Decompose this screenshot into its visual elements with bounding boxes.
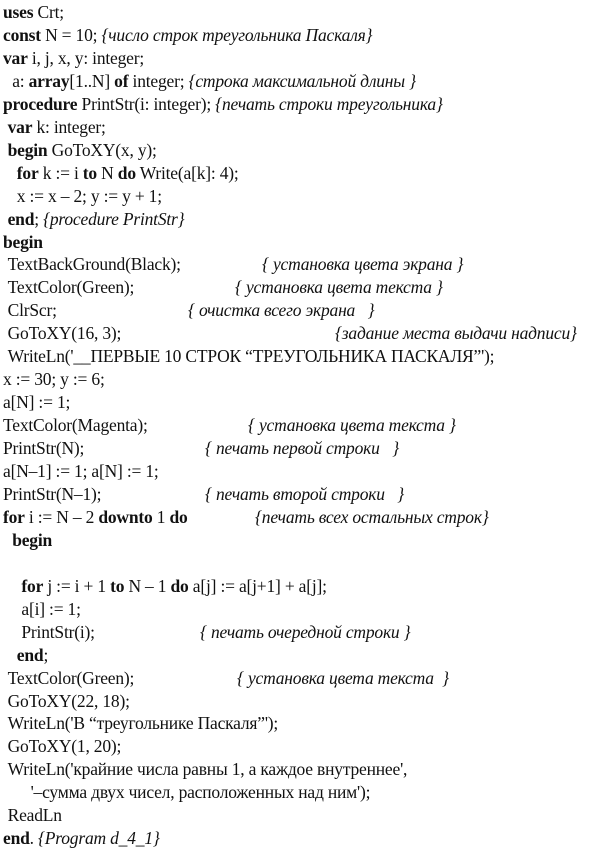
code-text: PrintStr(N–1);	[3, 483, 102, 504]
code-text: Crt;	[33, 2, 64, 22]
keyword: end	[16, 644, 44, 665]
code-line	[21, 574, 326, 600]
comment: { очистка всего экрана }	[188, 300, 375, 321]
code-line	[21, 620, 94, 646]
code-line	[8, 803, 62, 829]
comment: { установка цвета экрана }	[262, 254, 464, 275]
code-line	[3, 505, 188, 531]
code-text: [1..N]	[69, 70, 115, 91]
code-text: GoToXY(x, y);	[47, 139, 157, 160]
code-text: x := x – 2; y := y + 1;	[16, 185, 162, 206]
code-line	[3, 390, 70, 416]
code-line	[8, 757, 408, 783]
code-line	[3, 436, 84, 462]
code-text: TextColor(Magenta);	[3, 415, 148, 436]
keyword: begin	[3, 231, 43, 252]
keyword: procedure	[3, 93, 78, 114]
keyword: of	[114, 70, 129, 91]
comment: { установка цвета текста }	[235, 277, 443, 298]
comment: { печать первой строки }	[205, 438, 400, 459]
code-line	[8, 689, 130, 715]
keyword: var	[7, 116, 33, 137]
code-text: ;	[43, 644, 49, 665]
code-text: N	[96, 162, 118, 183]
code-text: PrintStr(N);	[3, 438, 85, 459]
code-text: TextBackGround(Black);	[7, 254, 181, 275]
keyword: do	[117, 162, 136, 183]
keyword: var	[3, 47, 28, 68]
code-line	[3, 0, 64, 26]
code-text: TextColor(Green);	[7, 277, 135, 298]
code-text: a[N–1] := 1; a[N] := 1;	[3, 461, 159, 481]
comment: { печать очередной строки }	[200, 621, 411, 642]
comment: {печать всех остальных строк}	[255, 506, 489, 527]
code-line	[12, 69, 416, 95]
code-text: 1	[152, 506, 170, 527]
comment: { установка цвета текста }	[237, 667, 449, 688]
code-text: TextColor(Green);	[7, 667, 135, 688]
code-line	[17, 184, 162, 210]
code-line	[8, 321, 122, 347]
code-text: k: integer;	[32, 116, 106, 137]
code-line	[3, 413, 148, 439]
code-text: GoToXY(1, 20);	[7, 736, 122, 757]
keyword: begin	[12, 529, 53, 550]
code-line	[3, 23, 372, 49]
keyword: begin	[7, 139, 48, 160]
comment: { печать второй строки }	[205, 483, 405, 504]
code-text: ReadLn	[7, 805, 62, 826]
code-text: '–сумма двух чисел, расположенных над ним');	[30, 782, 371, 803]
code-text: Write(a[k]: 4);	[135, 162, 239, 183]
comment: {число строк треугольника Паскаля}	[101, 24, 373, 45]
code-text: k := i	[38, 162, 83, 183]
keyword: end	[3, 828, 30, 849]
comment: {procedure PrintStr}	[43, 208, 185, 229]
comment: { установка цвета текста }	[248, 415, 456, 436]
code-line	[3, 46, 144, 72]
code-text: x := 30; y := 6;	[3, 369, 105, 390]
code-line	[8, 734, 122, 760]
keyword: const	[3, 24, 41, 45]
code-text: i := N – 2	[24, 506, 99, 527]
code-line	[8, 115, 106, 141]
code-text: integer;	[128, 70, 189, 91]
code-line	[8, 138, 157, 164]
code-line	[17, 643, 48, 669]
code-text: ClrScr;	[7, 300, 57, 321]
keyword: uses	[3, 2, 34, 22]
comment: {строка максимальной длины }	[188, 70, 416, 91]
keyword: to	[82, 162, 97, 183]
code-line	[31, 780, 371, 806]
code-text: i, j, x, y: integer;	[27, 47, 145, 68]
code-line	[8, 252, 181, 278]
code-text: N = 10;	[40, 24, 102, 45]
keyword: end	[7, 208, 35, 229]
keyword: to	[110, 575, 125, 596]
code-text: GoToXY(22, 18);	[7, 690, 130, 711]
comment: {задание места выдачи надписи}	[335, 323, 577, 344]
code-text: PrintStr(i: integer);	[77, 93, 216, 114]
code-text: a[i] := 1;	[21, 598, 81, 619]
code-line	[8, 344, 495, 370]
comment: {Program d_4_1}	[38, 828, 160, 849]
code-text: N – 1	[124, 575, 171, 596]
comment: {печать строки треугольника}	[215, 93, 443, 114]
code-line	[12, 528, 52, 554]
code-text: a[j] := a[j+1] + a[j];	[188, 575, 327, 596]
keyword: downto	[98, 506, 153, 527]
code-text: WriteLn('__ПЕРВЫЕ 10 СТРОК “ТРЕУГОЛЬНИКА ПАСКАЛЯ”');	[7, 346, 495, 367]
code-line	[3, 826, 160, 852]
code-text: WriteLn('В “треугольнике Паскаля”');	[7, 713, 279, 734]
keyword: array	[28, 70, 70, 91]
code-line	[3, 92, 443, 118]
code-line	[3, 459, 159, 485]
code-line	[8, 275, 135, 301]
code-line	[21, 597, 80, 623]
keyword: for	[16, 162, 39, 183]
code-line	[8, 207, 185, 233]
code-line	[8, 298, 57, 324]
code-text: a[N] := 1;	[3, 392, 71, 413]
code-text: PrintStr(i);	[21, 621, 95, 642]
code-text: a:	[12, 70, 29, 91]
keyword: for	[3, 506, 25, 527]
code-text: WriteLn('крайние числа равны 1, а каждое внутреннее',	[7, 759, 408, 780]
code-text: j := i + 1	[43, 575, 111, 596]
code-text: GoToXY(16, 3);	[7, 323, 122, 344]
code-line	[8, 666, 135, 692]
code-text: .	[29, 828, 38, 849]
keyword: do	[169, 506, 188, 527]
code-line	[17, 161, 239, 187]
code-line	[3, 230, 43, 256]
code-line	[8, 711, 279, 737]
keyword: for	[21, 575, 44, 596]
code-line	[3, 482, 101, 508]
code-line	[3, 367, 105, 393]
keyword: do	[170, 575, 189, 596]
code-text: ;	[34, 208, 44, 229]
